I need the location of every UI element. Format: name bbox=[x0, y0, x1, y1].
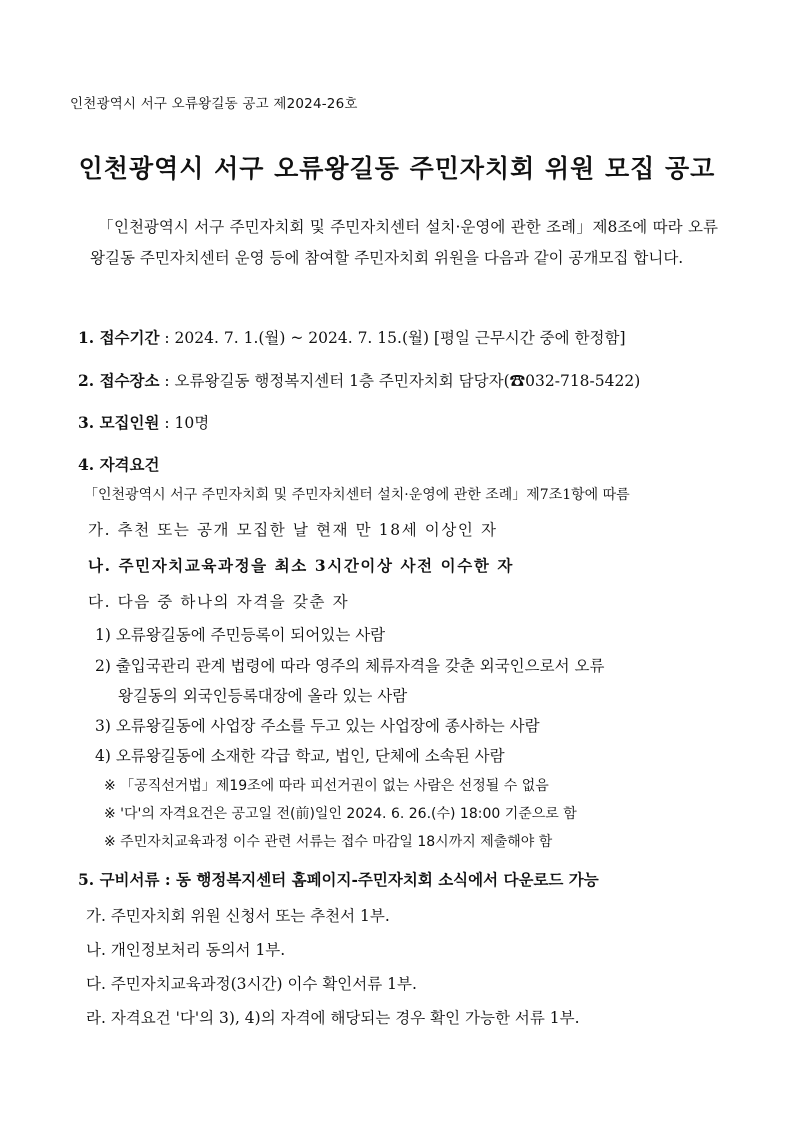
qualification-subitem-continued: 왕길동의 외국인등록대장에 올라 있는 사람 bbox=[118, 687, 408, 705]
qualification-note: ※ 주민자치교육과정 이수 관련 서류는 접수 마감일 18시까지 제출해야 함 bbox=[104, 834, 553, 850]
section-2-label: 2. 접수장소 bbox=[78, 371, 160, 390]
section-receipt-period bbox=[78, 328, 626, 348]
document-item: 가. 주민자치회 위원 신청서 또는 추천서 1부. bbox=[86, 907, 390, 925]
section-4-label: 4. 자격요건 bbox=[78, 455, 160, 474]
section-3-label: 3. 모집인원 bbox=[78, 413, 160, 432]
section-3-value: : 10명 bbox=[159, 414, 210, 432]
qualification-basis: 「인천광역시 서구 주민자치회 및 주민자치센터 설치·운영에 관한 조례」제7조1항에 따름 bbox=[84, 487, 630, 503]
qualification-subitem: 2) 출입국관리 관계 법령에 따라 영주의 체류자격을 갖춘 외국인으로서 오류 bbox=[95, 657, 605, 675]
qualification-subitem: 3) 오류왕길동에 사업장 주소를 두고 있는 사업장에 종사하는 사람 bbox=[95, 717, 540, 735]
section-1-label: 1. 접수기간 bbox=[78, 328, 160, 347]
qualification-note: ※ 「공직선거법」제19조에 따라 피선거권이 없는 사람은 선정될 수 없음 bbox=[104, 778, 549, 794]
qualification-note: ※ '다'의 자격요건은 공고일 전(前)일인 2024. 6. 26.(수) 18:00 기준으로 함 bbox=[104, 806, 577, 822]
section-1-value: : 2024. 7. 1.(월) ~ 2024. 7. 15.(월) [평일 근무시간 중에 한정함] bbox=[159, 329, 626, 347]
section-receipt-place bbox=[78, 371, 640, 391]
document-item: 나. 개인정보처리 동의서 1부. bbox=[86, 941, 286, 959]
section-recruit-count bbox=[78, 413, 209, 433]
section-5-value: : 동 행정복지센터 홈페이지-주민자치회 소식에서 다운로드 가능 bbox=[159, 870, 599, 889]
document-item: 다. 주민자치교육과정(3시간) 이수 확인서류 1부. bbox=[86, 975, 417, 993]
qualification-item: 다. 다음 중 하나의 자격을 갖춘 자 bbox=[88, 593, 350, 611]
document-item: 라. 자격요건 '다'의 3), 4)의 자격에 해당되는 경우 확인 가능한 서류 1부. bbox=[86, 1009, 580, 1027]
section-2-value: : 오류왕길동 행정복지센터 1층 주민자치회 담당자(☎032-718-5422) bbox=[159, 372, 641, 390]
intro-paragraph: 「인천광역시 서구 주민자치회 및 주민자치센터 설치·운영에 관한 조례」제8조에 따라 오류왕길동 주민자치센터 운영 등에 참여할 주민자치회 위원을 다음과 같이 공개모집 합니다. bbox=[90, 218, 718, 267]
notice-number: 인천광역시 서구 오류왕길동 공고 제2024-26호 bbox=[70, 96, 358, 112]
qualification-subitem: 4) 오류왕길동에 소재한 각급 학교, 법인, 단체에 소속된 사람 bbox=[95, 747, 505, 765]
qualification-subitem: 1) 오류왕길동에 주민등록이 되어있는 사람 bbox=[95, 626, 386, 644]
section-5-label: 5. 구비서류 bbox=[78, 870, 160, 889]
document-title: 인천광역시 서구 오류왕길동 주민자치회 위원 모집 공고 bbox=[78, 154, 716, 183]
qualification-item: 나. 주민자치교육과정을 최소 3시간이상 사전 이수한 자 bbox=[88, 556, 514, 575]
section-required-documents bbox=[78, 870, 599, 890]
qualification-item: 가. 추천 또는 공개 모집한 날 현재 만 18세 이상인 자 bbox=[88, 521, 498, 539]
